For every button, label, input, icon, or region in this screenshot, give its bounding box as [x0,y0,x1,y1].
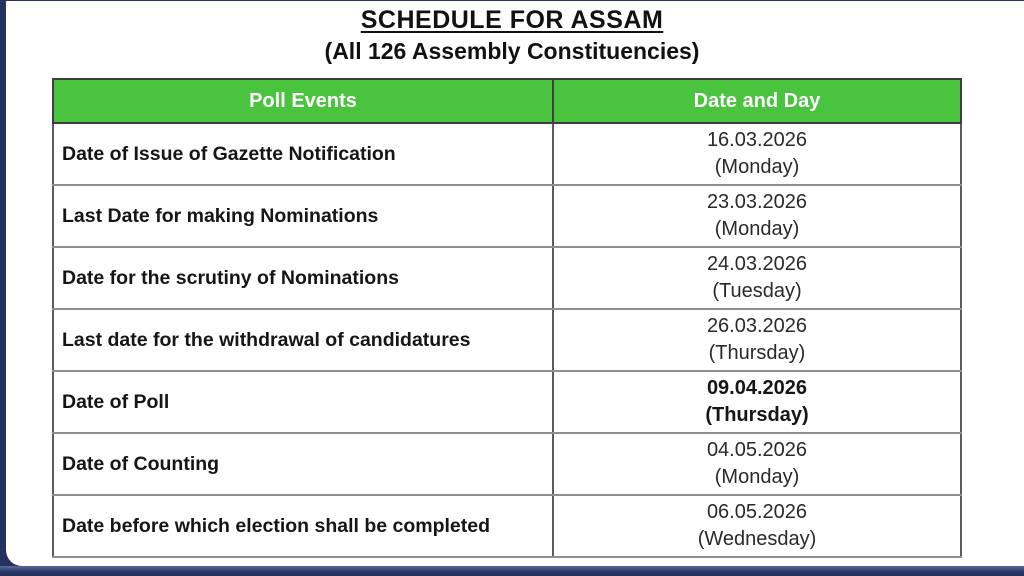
day-text: (Monday) [714,466,800,488]
day-text: (Thursday) [705,404,809,426]
poll-event-cell: Date before which election shall be completed [53,495,553,557]
day-text: (Tuesday) [712,280,802,302]
poll-event-cell: Last Date for making Nominations [53,185,553,247]
frame-bottom-strip [0,566,1024,576]
date-text: 06.05.2026 [706,501,808,523]
date-text: 24.03.2026 [706,253,808,275]
title-block [0,6,1024,65]
poll-event-cell: Last date for the withdrawal of candidatures [53,309,553,371]
header-poll-events: Poll Events [53,79,553,123]
date-text: 09.04.2026 [706,377,808,399]
date-day-cell [553,185,961,247]
poll-event-cell: Date of Poll [53,371,553,433]
date-day-cell [553,433,961,495]
table-row [53,371,961,433]
table-row [53,309,961,371]
page-title: SCHEDULE FOR ASSAM [360,6,664,34]
page-subtitle: (All 126 Assembly Constituencies) [324,38,700,64]
poll-event-cell: Date of Counting [53,433,553,495]
header-row [53,79,961,123]
day-text: (Wednesday) [697,528,817,550]
header-date-and-day: Date and Day [553,79,961,123]
table-row [53,185,961,247]
date-text: 16.03.2026 [706,129,808,151]
date-text: 04.05.2026 [706,439,808,461]
date-day-cell [553,371,961,433]
date-day-cell [553,247,961,309]
table-row [53,247,961,309]
date-day-cell [553,495,961,557]
table-row [53,495,961,557]
day-text: (Thursday) [708,342,806,364]
poll-event-cell: Date of Issue of Gazette Notification [53,123,553,185]
date-day-cell [553,123,961,185]
schedule-table [52,78,962,558]
date-text: 23.03.2026 [706,191,808,213]
date-text: 26.03.2026 [706,315,808,337]
poll-event-cell: Date for the scrutiny of Nominations [53,247,553,309]
table-row [53,123,961,185]
day-text: (Monday) [714,218,800,240]
date-day-cell [553,309,961,371]
day-text: (Monday) [714,156,800,178]
table-row [53,433,961,495]
